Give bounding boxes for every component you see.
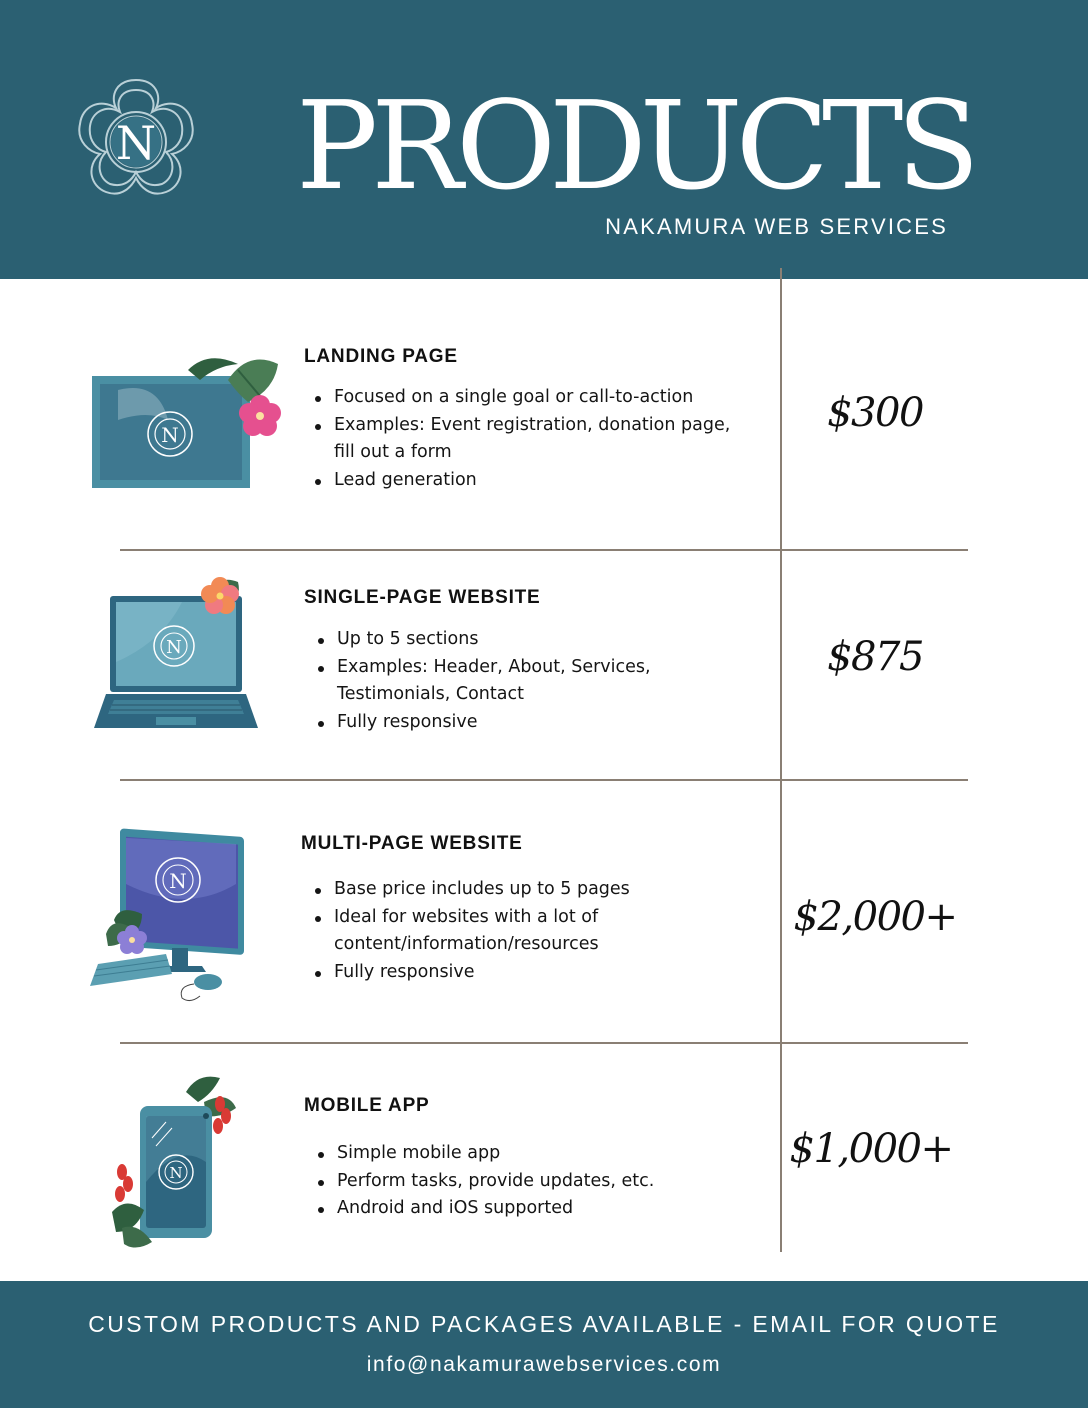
product-name: LANDING PAGE xyxy=(304,346,458,367)
row-divider xyxy=(120,1042,968,1044)
row-divider xyxy=(120,779,968,781)
feature-item: Examples: Event registration, donation page, fill out a form xyxy=(312,412,752,467)
product-name: MULTI-PAGE WEBSITE xyxy=(301,833,523,854)
feature-item: Simple mobile app xyxy=(315,1140,755,1168)
product-name: SINGLE-PAGE WEBSITE xyxy=(304,587,541,608)
feature-item: Focused on a single goal or call-to-action xyxy=(312,384,752,412)
feature-item: Ideal for websites with a lot of content/information/resources xyxy=(312,904,752,959)
laptop-icon xyxy=(92,572,262,732)
page-header xyxy=(0,0,1088,279)
feature-item: Examples: Header, About, Services, Testimonials, Contact xyxy=(315,654,755,709)
svg-text:N: N xyxy=(166,637,182,658)
monitor-with-flowers-icon xyxy=(88,350,284,492)
svg-text:N: N xyxy=(115,116,157,170)
price: $2,000+ xyxy=(793,894,957,940)
feature-item: Up to 5 sections xyxy=(315,626,755,654)
price: $875 xyxy=(827,634,923,680)
svg-text:N: N xyxy=(161,423,179,447)
feature-item: Base price includes up to 5 pages xyxy=(312,876,752,904)
price: $300 xyxy=(827,390,923,436)
feature-item: Android and iOS supported xyxy=(315,1195,755,1223)
footer-message: CUSTOM PRODUCTS AND PACKAGES AVAILABLE - EMAIL FOR QUOTE xyxy=(88,1311,1000,1337)
price: $1,000+ xyxy=(789,1126,953,1172)
smartphone-icon xyxy=(108,1072,240,1252)
contact-email-link[interactable]: info@nakamurawebservices.com xyxy=(366,1353,722,1376)
page-title: PRODUCTS xyxy=(296,75,973,217)
feature-list xyxy=(315,626,755,736)
company-name: NAKAMURA WEB SERVICES xyxy=(605,214,948,239)
feature-item: Fully responsive xyxy=(315,709,755,737)
page-footer xyxy=(0,1281,1088,1408)
svg-text:N: N xyxy=(169,1164,183,1182)
desktop-computer-icon xyxy=(86,824,266,1006)
svg-text:N: N xyxy=(169,869,187,893)
feature-list xyxy=(315,1140,755,1223)
feature-list xyxy=(312,876,752,986)
row-divider xyxy=(120,549,968,551)
product-name: MOBILE APP xyxy=(304,1095,430,1116)
feature-item: Lead generation xyxy=(312,467,752,495)
feature-item: Perform tasks, provide updates, etc. xyxy=(315,1168,755,1196)
n-flower-logo-icon xyxy=(62,68,210,216)
feature-list xyxy=(312,384,752,494)
feature-item: Fully responsive xyxy=(312,959,752,987)
